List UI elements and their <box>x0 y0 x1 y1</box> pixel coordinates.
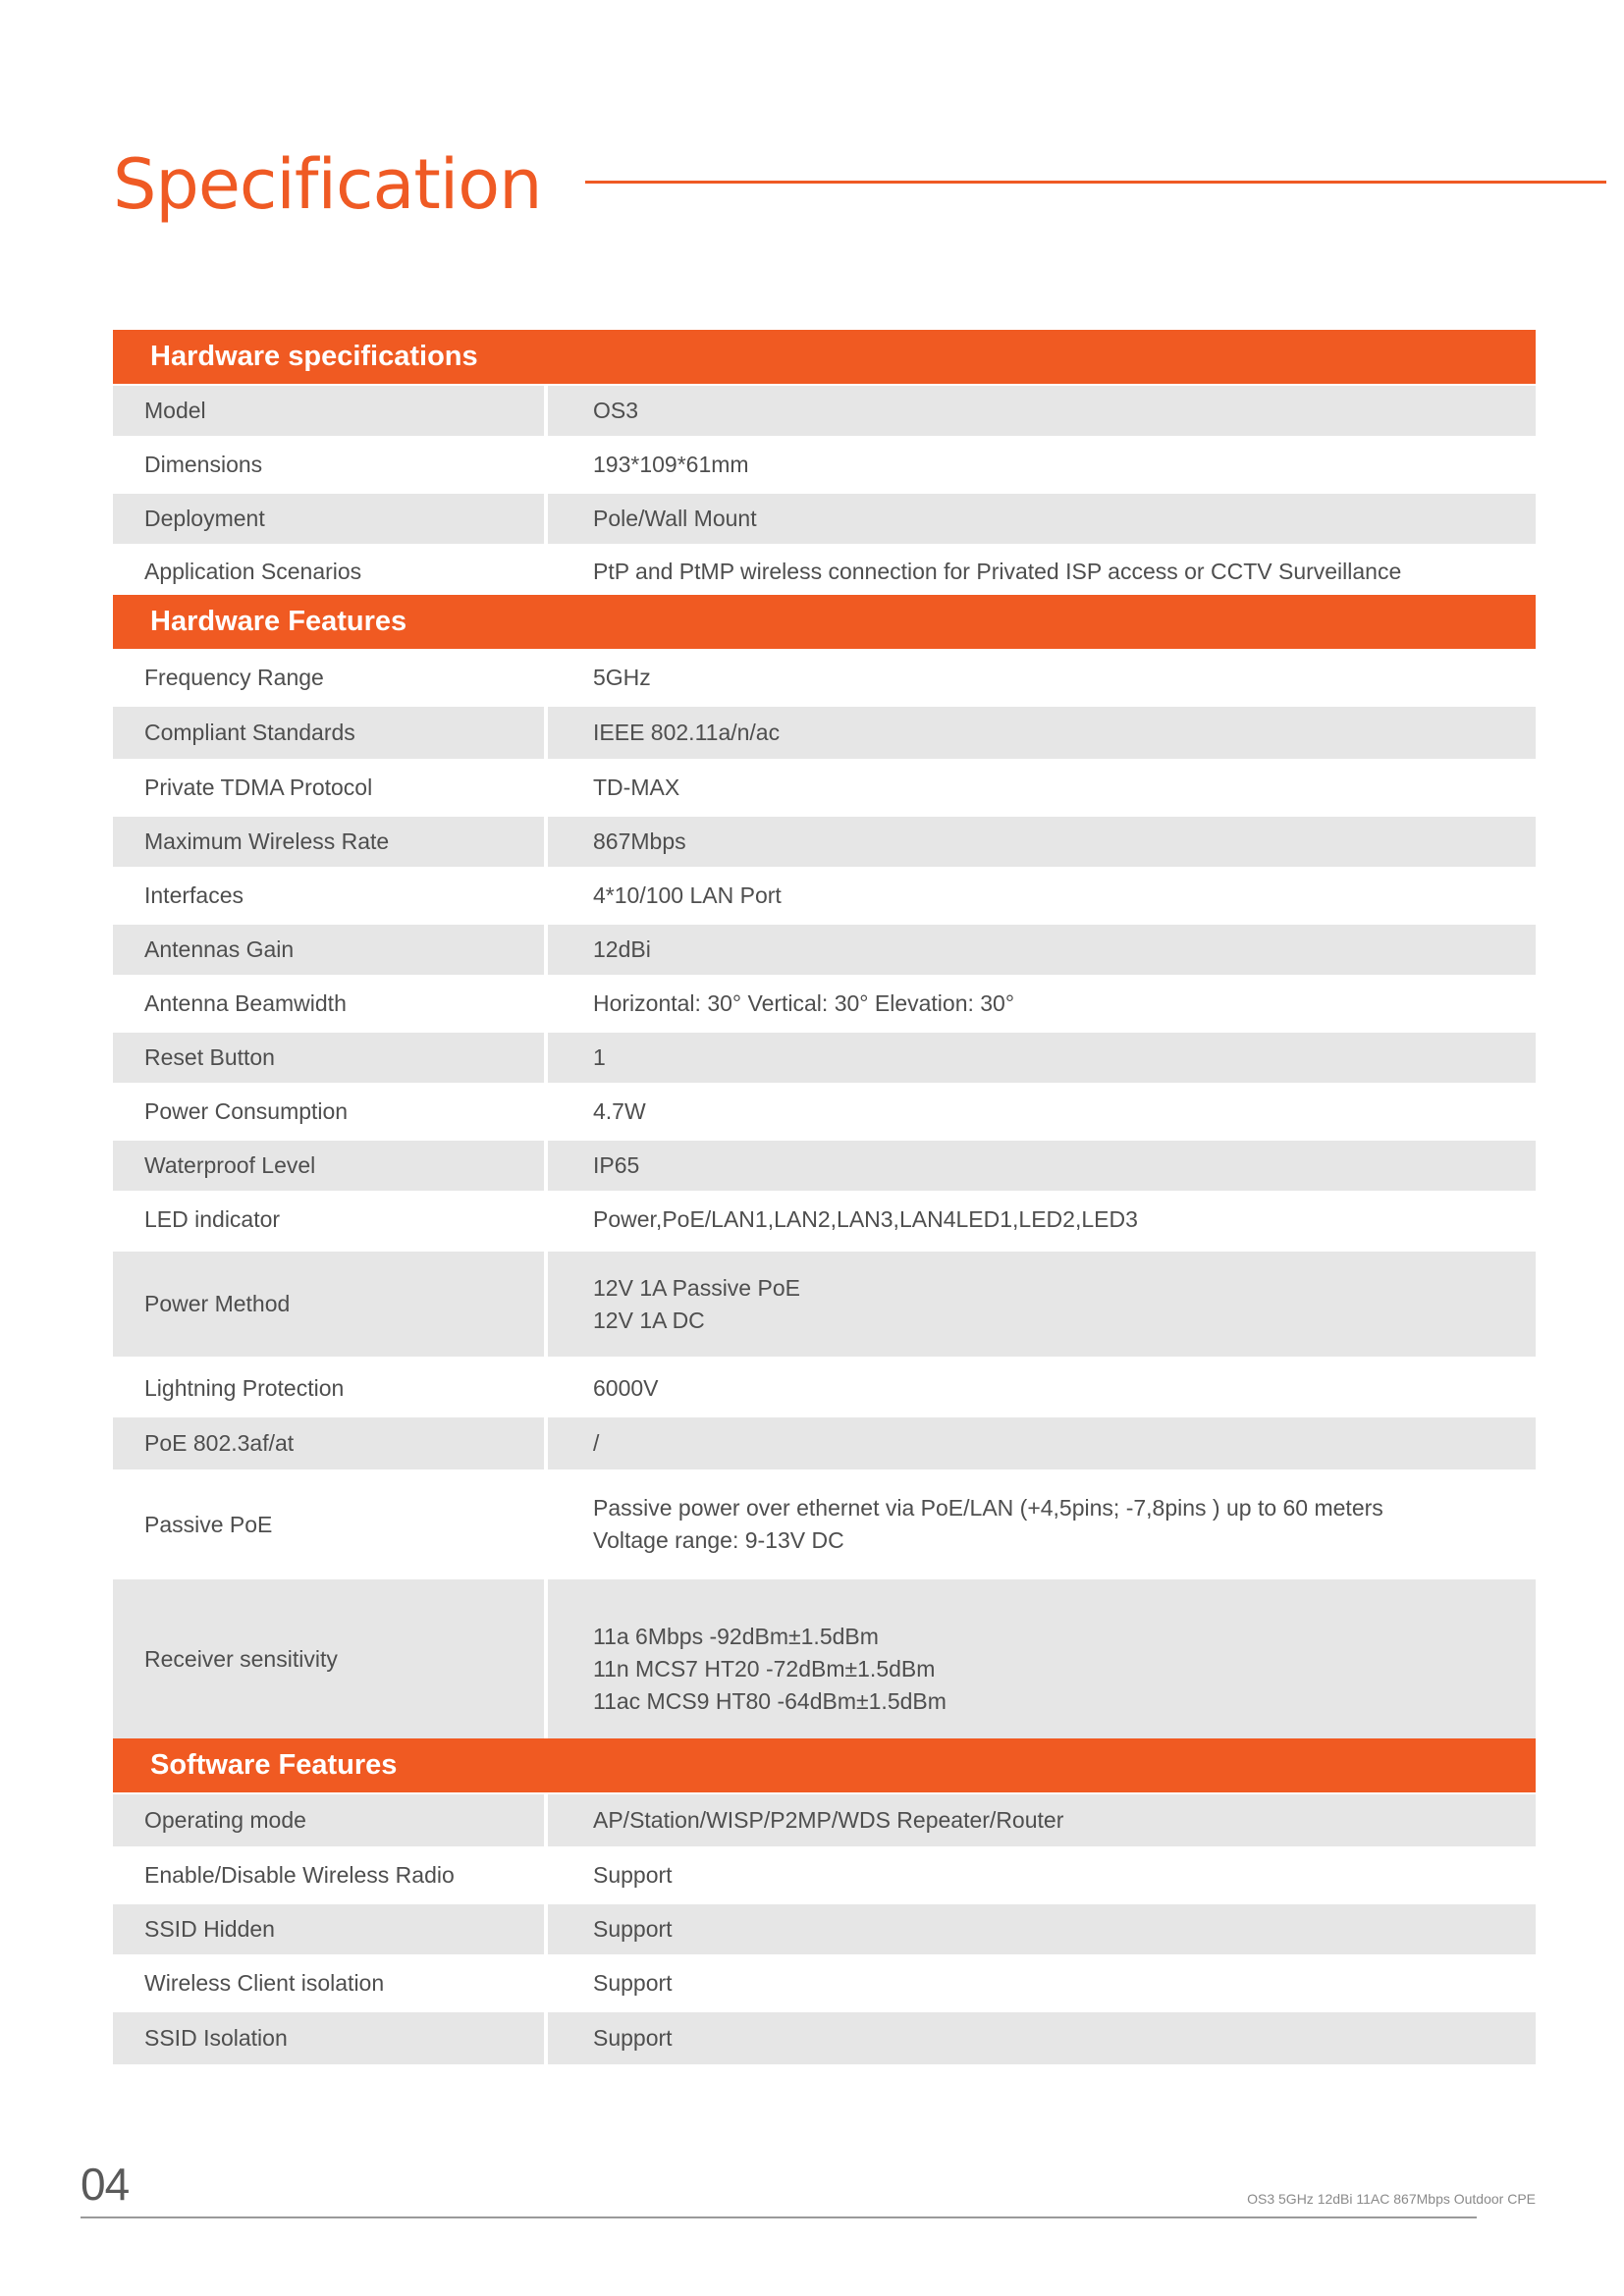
spec-label: Antennas Gain <box>113 925 544 975</box>
spec-label: Power Method <box>113 1252 544 1357</box>
spec-label: Reset Button <box>113 1033 544 1083</box>
spec-value: 6000V <box>593 1374 659 1401</box>
spec-label: LED indicator <box>144 1206 281 1232</box>
spec-row-power-consumption <box>113 1087 1536 1137</box>
spec-row-interfaces <box>113 871 1536 921</box>
spec-value-line: 11a 6Mbps -92dBm±1.5dBm <box>593 1623 879 1649</box>
spec-row-power-method <box>113 1252 1536 1357</box>
spec-row-waterproof-level <box>113 1141 1536 1191</box>
spec-table <box>113 330 1536 2064</box>
spec-row-operating-mode <box>113 1794 1536 1846</box>
section-header-hardware-specifications: Hardware specifications <box>113 330 1536 384</box>
spec-label: Enable/Disable Wireless Radio <box>144 1862 455 1888</box>
spec-label: Power Consumption <box>144 1098 349 1124</box>
spec-value: Support <box>548 1904 1536 1954</box>
spec-row-led-indicator <box>113 1195 1536 1245</box>
spec-label: Wireless Client isolation <box>144 1970 385 1996</box>
spec-row-maximum-wireless-rate <box>113 817 1536 867</box>
spec-value <box>548 1469 1536 1579</box>
spec-row-application-scenarios <box>113 548 1536 595</box>
spec-value-line: Passive power over ethernet via PoE/LAN (+4,5pins; -7,8pins ) up to 60 meters <box>593 1495 1383 1521</box>
spec-value: 1 <box>548 1033 1536 1083</box>
spec-row-antennas-gain <box>113 925 1536 975</box>
spec-value: IEEE 802.11a/n/ac <box>548 707 1536 759</box>
spec-value-line: 12V 1A Passive PoE <box>593 1274 800 1301</box>
spec-label: Lightning Protection <box>144 1374 345 1401</box>
spec-value: 5GHz <box>593 665 651 690</box>
spec-label: Operating mode <box>113 1794 544 1846</box>
spec-value <box>548 1252 1536 1357</box>
spec-value-line: 11n MCS7 HT20 -72dBm±1.5dBm <box>593 1655 936 1682</box>
spec-value: Pole/Wall Mount <box>548 494 1536 544</box>
spec-row-ssid-hidden <box>113 1904 1536 1954</box>
spec-label: Application Scenarios <box>144 558 362 584</box>
spec-label: Interfaces <box>144 882 244 908</box>
spec-value: 12dBi <box>548 925 1536 975</box>
spec-row-compliant-standards <box>113 707 1536 759</box>
spec-value: 4*10/100 LAN Port <box>593 882 782 908</box>
spec-label: SSID Isolation <box>113 2012 544 2064</box>
spec-value: Support <box>548 2012 1536 2064</box>
spec-value: 4.7W <box>593 1098 646 1124</box>
page-number: 04 <box>81 2159 130 2210</box>
spec-row-reset-button <box>113 1033 1536 1083</box>
spec-value-line: 12V 1A DC <box>593 1307 705 1333</box>
spec-label: Deployment <box>113 494 544 544</box>
spec-row-passive-poe <box>113 1469 1536 1579</box>
spec-label: Compliant Standards <box>113 707 544 759</box>
spec-value: OS3 <box>548 386 1536 436</box>
spec-value: 867Mbps <box>548 817 1536 867</box>
footer-divider <box>81 2216 1477 2218</box>
section-header-hardware-features: Hardware Features <box>113 595 1536 649</box>
section-header-software-features: Software Features <box>113 1738 1536 1792</box>
spec-label: Waterproof Level <box>113 1141 544 1191</box>
spec-value-line: 11ac MCS9 HT80 -64dBm±1.5dBm <box>593 1687 947 1714</box>
spec-label: Receiver sensitivity <box>113 1579 544 1738</box>
spec-label: Frequency Range <box>144 665 324 690</box>
spec-value: Horizontal: 30° Vertical: 30° Elevation: 30° <box>593 990 1015 1016</box>
spec-value: IP65 <box>548 1141 1536 1191</box>
spec-label: SSID Hidden <box>113 1904 544 1954</box>
spec-value: PtP and PtMP wireless connection for Privated ISP access or CCTV Surveillance <box>593 558 1402 584</box>
spec-value: Support <box>593 1970 673 1996</box>
spec-value: Support <box>593 1862 673 1888</box>
spec-value: Power,PoE/LAN1,LAN2,LAN3,LAN4LED1,LED2,LED3 <box>593 1206 1138 1232</box>
spec-row-private-tdma-protocol <box>113 763 1536 813</box>
spec-row-model <box>113 386 1536 436</box>
spec-row-enable-disable-wireless-radio <box>113 1850 1536 1900</box>
spec-row-dimensions <box>113 440 1536 490</box>
title-divider <box>585 181 1606 184</box>
spec-row-antenna-beamwidth <box>113 979 1536 1029</box>
footer-product-name: OS3 5GHz 12dBi 11AC 867Mbps Outdoor CPE <box>1247 2191 1536 2207</box>
spec-row-ssid-isolation <box>113 2012 1536 2064</box>
spec-label: PoE 802.3af/at <box>113 1417 544 1469</box>
spec-value: / <box>548 1417 1536 1469</box>
page-title: Specification <box>113 144 542 225</box>
spec-label: Antenna Beamwidth <box>144 990 347 1016</box>
spec-label: Dimensions <box>144 452 263 477</box>
spec-label: Passive PoE <box>144 1511 273 1537</box>
spec-row-deployment <box>113 494 1536 544</box>
spec-row-poe-802-3af-at <box>113 1417 1536 1469</box>
spec-value: TD-MAX <box>593 774 680 800</box>
spec-label: Maximum Wireless Rate <box>113 817 544 867</box>
spec-value: 193*109*61mm <box>593 452 749 477</box>
spec-label: Model <box>113 386 544 436</box>
spec-row-frequency-range <box>113 649 1536 707</box>
spec-value: AP/Station/WISP/P2MP/WDS Repeater/Router <box>548 1794 1536 1846</box>
spec-row-wireless-client-isolation <box>113 1958 1536 2008</box>
spec-row-lightning-protection <box>113 1359 1536 1417</box>
spec-value <box>548 1579 1536 1738</box>
spec-value-line: Voltage range: 9-13V DC <box>593 1527 844 1553</box>
spec-label: Private TDMA Protocol <box>144 774 373 800</box>
spec-row-receiver-sensitivity <box>113 1579 1536 1738</box>
